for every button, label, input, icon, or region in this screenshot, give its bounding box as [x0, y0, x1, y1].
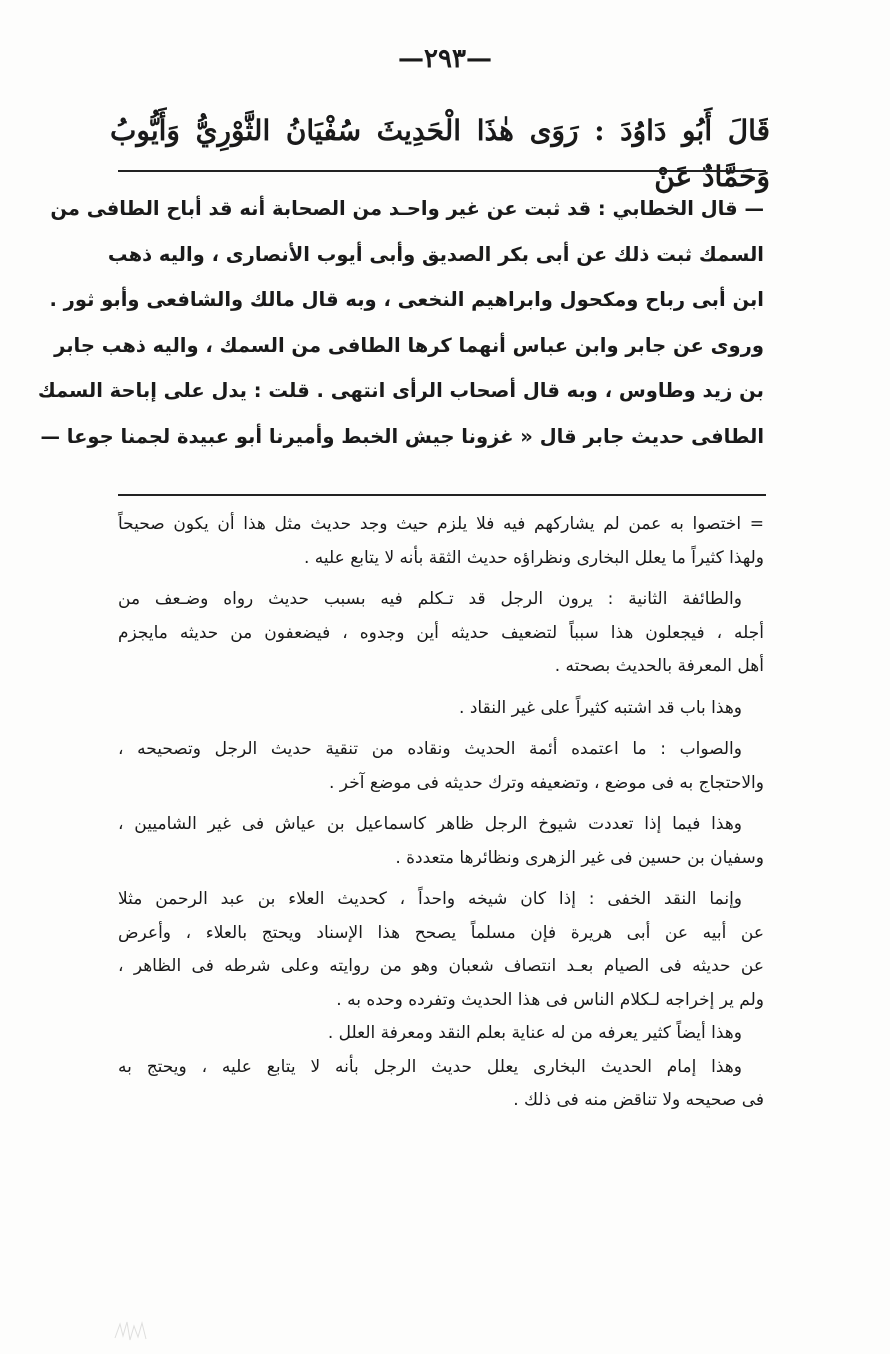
- commentary-line: ابن أبى رباح ومكحول وابراهيم النخعى ، وبه قال مالك والشافعى وأبو ثور .: [49, 288, 764, 312]
- footnote-line: وهذا فيما إذا تعددت شيوخ الرجل ظاهر كاسماعيل بن عياش فى غير الشاميين ،: [118, 814, 742, 834]
- footnote-line: والصواب : ما اعتمده أئمة الحديث ونقاده من تنقية حديث الرجل وتصحيحه ،: [118, 739, 742, 759]
- footnote-block: [118, 508, 764, 1118]
- commentary-block: [37, 186, 764, 460]
- footnote-line: عن حديثه فى الصيام بعـد انتصاف شعبان وهو من روايته وعلى شرطه فى الظاهر ،: [118, 956, 764, 976]
- footnote-line: وإنما النقد الخفى : إذا كان شيخه واحداً ، كحديث العلاء بن عبد الرحمن مثلا: [118, 889, 742, 909]
- footnote-line: وسفيان بن حسين فى غير الزهرى ونظائرها متعددة .: [395, 847, 764, 868]
- top-divider: [118, 170, 766, 172]
- footnote-line: وهذا إمام الحديث البخارى يعلل حديث الرجل بأنه لا يتابع عليه ، ويحتج به: [118, 1056, 742, 1077]
- commentary-line: — قال الخطابي : قد ثبت عن غير واحـد من الصحابة أنه قد أباح الطافى من: [50, 197, 764, 220]
- footnote-line: ولهذا كثيراً ما يعلل البخارى ونظراؤه حديث الثقة بأنه لا يتابع عليه .: [304, 547, 764, 568]
- footnote-line: والطائفة الثانية : يرون الرجل قد تـكلم فيه بسبب حديث رواه وضـعف من: [118, 589, 742, 609]
- footnote-line: وهذا أيضاً كثير يعرفه من له عناية بعلم النقد ومعرفة العلل .: [327, 1023, 742, 1043]
- commentary-line: الطافى حديث جابر قال « غزونا جيش الخبط وأميرنا أبو عبيدة لجمنا جوعا —: [40, 424, 764, 448]
- footnote-line: فى صحيحه ولا تناقض منه فى ذلك .: [513, 1090, 764, 1110]
- hadith-text: قَالَ أَبُو دَاوُدَ : رَوَى هٰذَا الْحَدِيثَ سُفْيَانُ الثَّوْرِيُّ وَأَيُّوبُ وَحَمَّادٌ عَنْ: [110, 114, 770, 193]
- footnote-line: أجله ، فيجعلون هذا سبباً لتضعيف حديثه أين وجدوه ، فيضعفون من حديثه مايجزم: [118, 622, 764, 643]
- commentary-line: بن زيد وطاوس ، وبه قال أصحاب الرأى انتهى . قلت : يدل على إباحة السمك: [37, 379, 764, 403]
- commentary-line: السمك ثبت ذلك عن أبى بكر الصديق وأبى أيوب الأنصارى ، واليه ذهب: [107, 242, 764, 266]
- commentary-line: وروى عن جابر وابن عباس أنهما كرها الطافى من السمك ، واليه ذهب جابر: [54, 333, 764, 357]
- footnote-line: وهذا باب قد اشتبه كثيراً على غير النقاد .: [459, 697, 742, 718]
- footnote-line: أهل المعرفة بالحديث بصحته .: [554, 656, 764, 676]
- page-number: —٢٩٣—: [398, 44, 492, 74]
- footnote-line: ولم ير إخراجه لـكلام الناس فى هذا الحديث وتفرده وحده به .: [336, 989, 764, 1010]
- footnote-line: عن أبيه عن أبى هريرة فإن مسلماً يصحح هذا الإسناد ويحتج بالعلاء ، وأعرض: [118, 922, 764, 943]
- footnote-line: والاحتجاج به فى موضع ، وتضعيفه وترك حديثه فى موضع آخر .: [329, 772, 764, 793]
- footnote-divider: [118, 494, 766, 496]
- scan-smudge: [112, 1318, 152, 1344]
- footnote-line: = اختصوا به عمن لم يشاركهم فيه فلا يلزم حيث وجد حديث مثل هذا أن يكون صحيحاً: [118, 514, 764, 534]
